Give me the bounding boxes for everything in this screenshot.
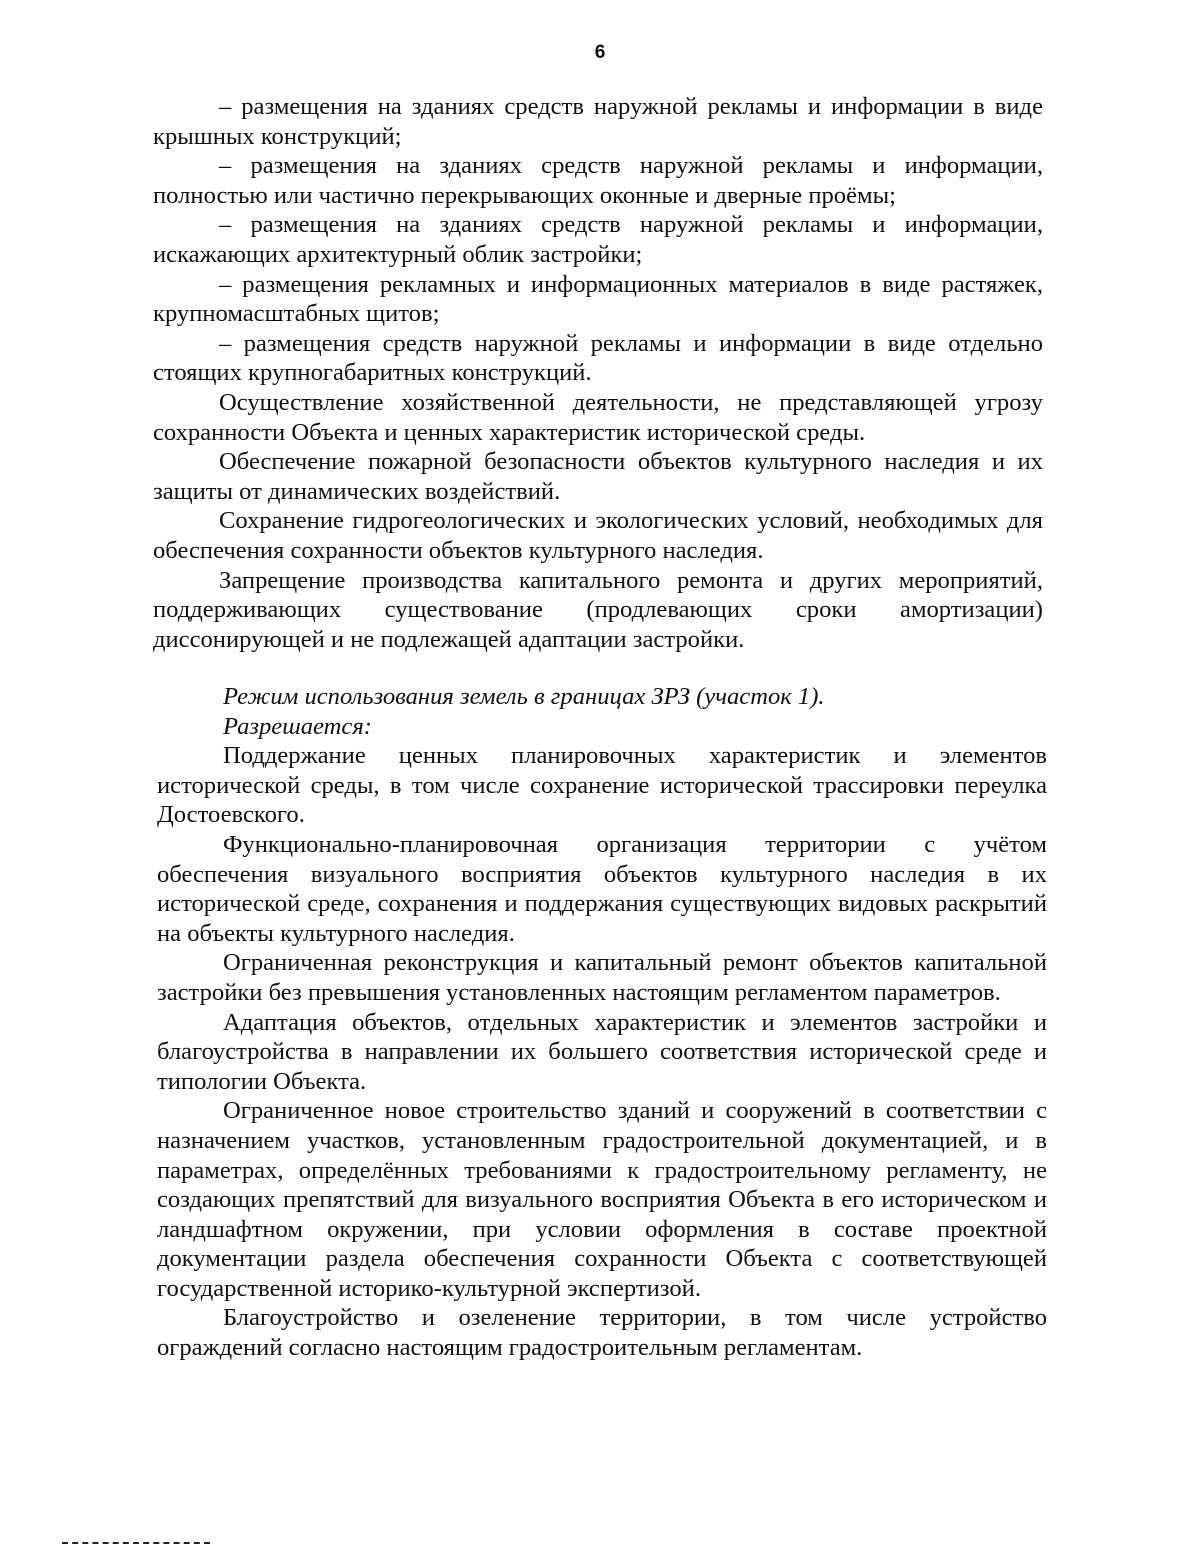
paragraph-fire-safety: Обеспечение пожарной безопасности объектов культурного наследия и их защиты от динамических воздействий. — [153, 448, 1043, 505]
paragraph-banners: – размещения рекламных и информационных материалов в виде растяжек, крупномасштабных щитов; — [153, 270, 1043, 328]
paragraph-planning-preservation: Поддержание ценных планировочных характеристик и элементов исторической среды, в том числе сохранение исторической трассировки переулка Достоевского. — [157, 742, 1047, 829]
section-subheading: Разрешается: — [223, 712, 372, 740]
section-heading: Режим использования земель в границах ЗРЗ (участок 1). — [223, 683, 825, 710]
paragraph-freestanding-ads: – размещения средств наружной рекламы и информации в виде отдельно стоящих крупногабаритных конструкций. — [153, 329, 1043, 387]
zone-regime-section — [157, 682, 1047, 1363]
paragraph-rooftop-ads: – размещения на зданиях средств наружной рекламы и информации в виде крышных конструкций; — [153, 93, 1043, 150]
paragraph-facade-ads: – размещения на зданиях средств наружной рекламы и информации, искажающих архитектурный облик застройки; — [153, 211, 1043, 268]
paragraph-landscaping: Благоустройство и озеленение территории, в том числе устройство ограждений согласно настоящим градостроительным регламентам. — [157, 1304, 1047, 1362]
paragraph-hydrogeology: Сохранение гидрогеологических и экологических условий, необходимых для обеспечения сохранности объектов культурного наследия. — [153, 507, 1043, 564]
paragraph-repair-ban: Запрещение производства капитального ремонта и других мероприятий, поддерживающих существование (продлевающих сроки амортизации) диссонирующей и не подлежащей адаптации застройки. — [153, 566, 1043, 653]
footer-rule — [62, 1542, 210, 1544]
paragraph-window-ads: – размещения на зданиях средств наружной рекламы и информации, полностью или частично перекрывающих оконные и дверные проёмы; — [153, 152, 1043, 209]
paragraph-economic-activity: Осуществление хозяйственной деятельности, не представляющей угрозу сохранности Объекта и ценных характеристик исторической среды. — [153, 388, 1043, 446]
paragraph-reconstruction: Ограниченная реконструкция и капитальный ремонт объектов капитальной застройки без превышения установленных настоящим регламентом параметров. — [157, 949, 1047, 1006]
paragraph-functional-planning: Функционально-планировочная организация территории с учётом обеспечения визуального восприятия объектов культурного наследия в их исторической среде, сохранения и поддержания существующих видовых раскрытий на объекты культурного наследия. — [157, 830, 1047, 947]
page-number: 6 — [594, 42, 606, 63]
paragraph-new-construction: Ограниченное новое строительство зданий и сооружений в соответствии с назначением участков, установленным градостроительной документацией, и в параметрах, определённых требованиями к градостроительному регламенту, не создающих препятствий для визуального восприятия Объекта в его историческом и ландшафтном окружении, при условии оформления в составе проектной документации раздела обеспечения сохранности Объекта с соответствующей государственной историко-культурной экспертизой. — [157, 1097, 1047, 1302]
paragraph-adaptation: Адаптация объектов, отдельных характеристик и элементов застройки и благоустройства в направлении их большего соответствия исторической среде и типологии Объекта. — [157, 1008, 1047, 1095]
restrictions-list — [153, 92, 1043, 654]
